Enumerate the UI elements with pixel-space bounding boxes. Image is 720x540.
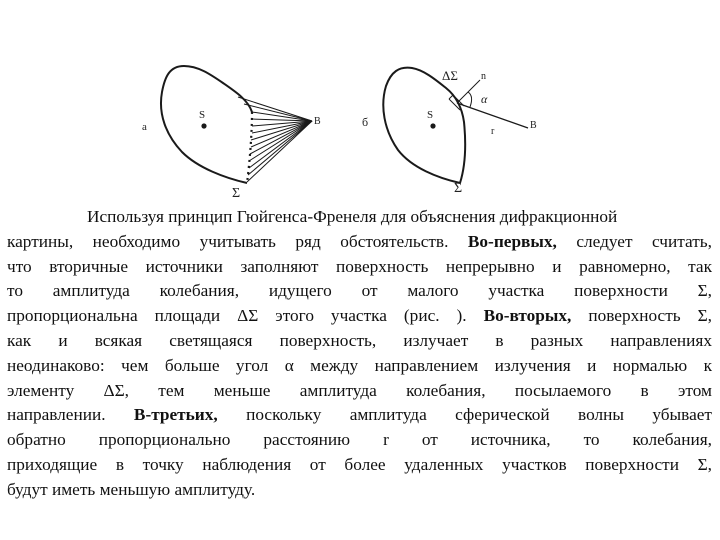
text-line-5-end: поверхность Σ,	[571, 306, 712, 326]
text-line-5-start: пропорциональна площади ΔΣ этого участка (рис. ).	[7, 306, 484, 326]
right-surface-label: Σ	[454, 181, 463, 196]
left-surface-label: Σ	[232, 186, 241, 200]
angle-label: α	[481, 92, 488, 106]
text-line-2	[7, 230, 712, 255]
element-delta-sigma	[449, 95, 464, 110]
left-point-label: B	[314, 116, 321, 127]
text-line-4: то амплитуда колебания, идущего от малого участка поверхности Σ,	[7, 281, 712, 301]
figure-left-panel	[142, 66, 321, 200]
text-line-12: будут иметь меньшую амплитуду.	[7, 479, 256, 499]
third-point-marker: В-третьих,	[133, 405, 218, 425]
left-panel-label: а	[142, 121, 147, 133]
text-line-2-start: картины, необходимо учитывать ряд обстоятельств.	[7, 231, 468, 251]
text-line-9	[7, 403, 712, 428]
text-line-8: элементу ΔΣ, тем меньше амплитуда колебания, посылаемого в этом	[7, 380, 712, 400]
angle-arc	[468, 92, 472, 107]
distance-label: r	[491, 126, 495, 137]
left-wavefront-surface	[161, 66, 252, 183]
right-source-dot	[430, 123, 435, 128]
ray-to-point-b	[457, 103, 528, 128]
explanation-paragraph	[7, 205, 712, 503]
text-line-7: неодинаково: чем больше угол α между направлением излучения и нормалью к	[7, 355, 712, 375]
right-point-label: B	[530, 120, 537, 131]
figure-right-panel	[362, 68, 537, 196]
text-line-1: Используя принцип Гюйгенса-Френеля для объяснения дифракционной	[87, 207, 618, 226]
huygens-fresnel-figure	[0, 0, 720, 200]
second-point-marker: Во-вторых,	[483, 306, 572, 326]
text-line-2-end: следует считать,	[556, 231, 712, 251]
first-point-marker: Во-первых,	[467, 231, 557, 251]
right-source-label: S	[427, 109, 434, 121]
left-secondary-rays	[238, 97, 312, 182]
text-line-11: приходящие в точку наблюдения от более удаленных участков поверхности Σ,	[7, 454, 712, 474]
text-line-3: что вторичные источники заполняют поверхность непрерывно и равномерно, так	[7, 256, 712, 276]
normal-label: n	[481, 71, 486, 82]
left-source-label: S	[199, 109, 206, 121]
text-line-9-start: направлении.	[7, 405, 134, 425]
text-line-9-end: поскольку амплитуда сферической волны убывает	[217, 405, 712, 425]
text-line-5	[7, 304, 712, 329]
right-wavefront-surface	[383, 68, 465, 183]
normal-line	[457, 80, 480, 103]
text-line-6: как и всякая светящаяся поверхность, излучает в разных направлениях	[7, 330, 712, 350]
text-line-10: обратно пропорционально расстоянию r от источника, то колебания,	[7, 430, 712, 450]
element-label: ΔΣ	[442, 68, 458, 83]
right-panel-label: б	[362, 115, 369, 129]
left-source-dot	[201, 123, 206, 128]
